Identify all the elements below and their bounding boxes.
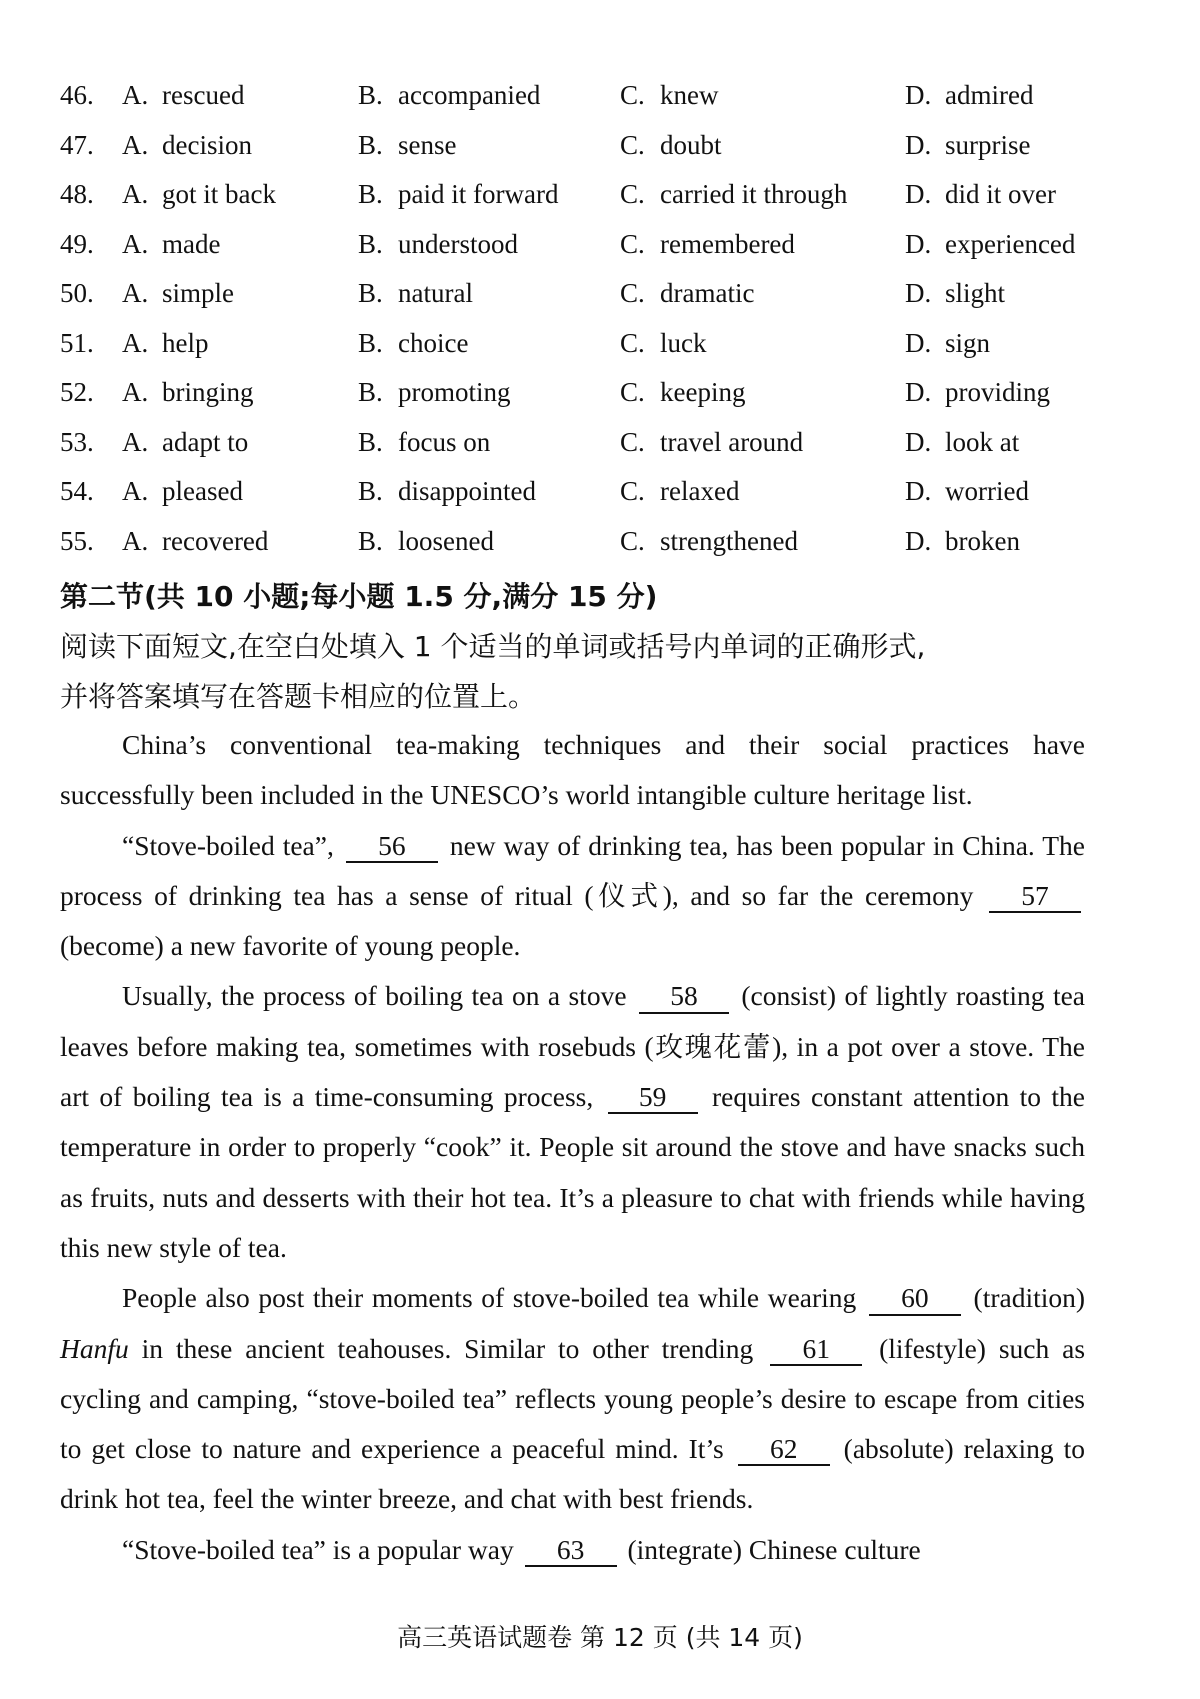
question-row xyxy=(0,273,1200,313)
question-number: 50. xyxy=(60,278,94,308)
paragraph-3-text-a: Usually, the process of boiling tea on a stove xyxy=(122,980,627,1012)
option-letter: D. xyxy=(905,179,932,209)
option-text: remembered xyxy=(660,228,795,259)
question-row xyxy=(0,372,1200,412)
option-letter: B. xyxy=(358,377,383,407)
option-a[interactable] xyxy=(122,125,252,165)
option-text: paid it forward xyxy=(398,179,559,209)
option-text: pleased xyxy=(162,476,243,506)
option-c[interactable] xyxy=(620,422,803,462)
option-letter: D. xyxy=(905,525,932,556)
option-b[interactable] xyxy=(358,75,540,115)
question-row xyxy=(0,75,1200,115)
paragraph-4-text-a: People also post their moments of stove-boiled tea while wearing xyxy=(122,1282,857,1314)
option-letter: A. xyxy=(122,129,149,160)
option-text: decision xyxy=(162,129,252,160)
option-d[interactable] xyxy=(905,422,1019,462)
option-b[interactable] xyxy=(358,471,536,511)
question-row xyxy=(0,471,1200,511)
paragraph-4-text-b: (tradition) xyxy=(973,1282,1086,1314)
question-row xyxy=(0,422,1200,462)
option-a[interactable] xyxy=(122,471,243,511)
option-letter: A. xyxy=(122,476,149,506)
option-text: slight xyxy=(945,278,1006,308)
option-text: providing xyxy=(945,377,1050,407)
option-letter: C. xyxy=(620,179,645,209)
paragraph-5 xyxy=(60,1525,1085,1575)
option-letter: B. xyxy=(358,129,383,160)
option-letter: D. xyxy=(905,278,932,308)
option-letter: B. xyxy=(358,426,383,457)
option-letter: D. xyxy=(905,80,932,110)
option-letter: C. xyxy=(620,80,645,110)
paragraph-2-text-c: (become) a new favorite of young people. xyxy=(60,930,521,962)
option-d[interactable] xyxy=(905,471,1029,511)
blank-61[interactable]: 61 xyxy=(770,1334,862,1366)
option-b[interactable] xyxy=(358,521,494,561)
option-a[interactable] xyxy=(122,75,244,115)
question-number: 52. xyxy=(60,377,94,407)
option-text: adapt to xyxy=(162,426,249,457)
option-text: help xyxy=(162,327,209,358)
option-d[interactable] xyxy=(905,521,1020,561)
question-number: 53. xyxy=(60,426,94,457)
option-text: keeping xyxy=(660,377,746,407)
instruction-line-1: 阅读下面短文,在空白处填入 1 个适当的单词或括号内单词的正确形式, xyxy=(60,630,926,663)
option-c[interactable] xyxy=(620,471,739,511)
option-letter: D. xyxy=(905,426,932,457)
paragraph-3 xyxy=(60,971,1085,1273)
option-b[interactable] xyxy=(358,125,456,165)
option-d[interactable] xyxy=(905,75,1033,115)
blank-58[interactable]: 58 xyxy=(639,981,729,1013)
paragraph-3-text-b: (consist) of lightly roasting tea leaves before making tea, sometimes with rosebuds (玫瑰花蕾), in a pot over a stove. The art of boiling tea is a time-consuming process, xyxy=(60,980,1086,1113)
blank-63[interactable]: 63 xyxy=(525,1535,617,1567)
page-footer: 高三英语试题卷 第 12 页 (共 14 页) xyxy=(397,1623,803,1652)
option-text: luck xyxy=(660,327,707,358)
question-row xyxy=(0,521,1200,561)
paragraph-4 xyxy=(60,1273,1085,1524)
question-number: 54. xyxy=(60,476,94,506)
option-text: experienced xyxy=(945,228,1076,259)
option-text: look at xyxy=(945,426,1020,457)
option-text: simple xyxy=(162,278,234,308)
option-letter: A. xyxy=(122,278,149,308)
option-letter: A. xyxy=(122,228,149,259)
paragraph-3-text-c: requires constant attention to the temperature in order to properly “cook” it. People sit around the stove and have snacks such as fruits, nuts and desserts with their hot tea. It’s a pleasure to chat with friends while having this new style of tea. xyxy=(60,1081,1085,1263)
option-letter: C. xyxy=(620,426,645,457)
option-text: surprise xyxy=(945,129,1031,160)
paragraph-4-text-d: (lifestyle) such as cycling and camping, “stove-boiled tea” reflects young people’s desire to escape from cities to get close to nature and experience a peaceful mind. It’s xyxy=(60,1332,1086,1465)
option-letter: A. xyxy=(122,525,149,556)
option-letter: C. xyxy=(620,476,645,506)
option-text: admired xyxy=(945,80,1034,110)
option-letter: A. xyxy=(122,426,149,457)
option-b[interactable] xyxy=(358,273,473,313)
option-a[interactable] xyxy=(122,273,234,313)
question-row xyxy=(0,174,1200,214)
option-d[interactable] xyxy=(905,224,1075,264)
option-text: loosened xyxy=(398,525,494,556)
option-d[interactable] xyxy=(905,125,1030,165)
blank-56[interactable]: 56 xyxy=(346,831,438,863)
option-b[interactable] xyxy=(358,323,468,363)
option-text: strengthened xyxy=(660,525,798,556)
option-a[interactable] xyxy=(122,372,254,412)
passage xyxy=(60,720,1085,1575)
option-c[interactable] xyxy=(620,323,707,363)
option-a[interactable] xyxy=(122,422,248,462)
option-letter: A. xyxy=(122,80,149,110)
option-text: travel around xyxy=(660,426,804,457)
option-letter: D. xyxy=(905,129,932,160)
paragraph-5-text-a: “Stove-boiled tea” is a popular way xyxy=(122,1533,514,1565)
question-number: 49. xyxy=(60,228,94,259)
option-letter: A. xyxy=(122,327,149,358)
option-b[interactable] xyxy=(358,174,558,214)
option-text: natural xyxy=(398,278,473,308)
option-letter: C. xyxy=(620,525,645,556)
option-text: got it back xyxy=(162,179,276,209)
option-text: did it over xyxy=(945,179,1056,209)
option-c[interactable] xyxy=(620,372,745,412)
question-row xyxy=(0,323,1200,363)
option-letter: B. xyxy=(358,278,383,308)
option-c[interactable] xyxy=(620,521,798,561)
question-number: 55. xyxy=(60,525,94,556)
option-c[interactable] xyxy=(620,125,722,165)
option-text: carried it through xyxy=(660,179,848,209)
option-letter: D. xyxy=(905,327,932,358)
option-letter: C. xyxy=(620,278,645,308)
option-text: dramatic xyxy=(660,278,755,308)
option-b[interactable] xyxy=(358,372,511,412)
option-text: choice xyxy=(398,327,469,358)
question-number: 46. xyxy=(60,80,94,110)
option-text: broken xyxy=(945,525,1020,556)
option-text: focus on xyxy=(398,426,491,457)
option-d[interactable] xyxy=(905,372,1050,412)
option-a[interactable] xyxy=(122,521,268,561)
option-letter: B. xyxy=(358,228,383,259)
option-text: promoting xyxy=(398,377,511,407)
option-c[interactable] xyxy=(620,224,795,264)
paragraph-2-text-b: new way of drinking tea, has been popular in China. The process of drinking tea has a sense of ritual (仪式), and so far the ceremony xyxy=(60,829,1086,911)
hanfu-word: Hanfu xyxy=(60,1332,129,1364)
option-text: recovered xyxy=(162,525,269,556)
question-number: 51. xyxy=(60,327,94,358)
option-d[interactable] xyxy=(905,323,990,363)
blank-62[interactable]: 62 xyxy=(738,1434,830,1466)
option-text: sign xyxy=(945,327,991,358)
blank-60[interactable]: 60 xyxy=(869,1283,961,1315)
option-text: bringing xyxy=(162,377,254,407)
option-letter: B. xyxy=(358,179,383,209)
option-c[interactable] xyxy=(620,75,718,115)
option-text: rescued xyxy=(162,80,245,110)
option-a[interactable] xyxy=(122,174,276,214)
option-b[interactable] xyxy=(358,422,490,462)
option-c[interactable] xyxy=(620,174,847,214)
question-number: 47. xyxy=(60,129,94,160)
option-text: accompanied xyxy=(398,80,541,110)
option-letter: D. xyxy=(905,476,932,506)
instruction-line-2: 并将答案填写在答题卡相应的位置上。 xyxy=(60,680,537,713)
option-letter: D. xyxy=(905,228,932,259)
option-text: doubt xyxy=(660,129,722,160)
option-letter: C. xyxy=(620,327,645,358)
paragraph-2 xyxy=(60,821,1085,972)
section-title: 第二节(共 10 小题;每小题 1.5 分,满分 15 分) xyxy=(60,580,658,613)
paragraph-4-text-c: in these ancient teahouses. Similar to other trending xyxy=(141,1332,754,1364)
question-row xyxy=(0,125,1200,165)
blank-57[interactable]: 57 xyxy=(989,881,1081,913)
paragraph-4-text-e: (absolute) relaxing to drink hot tea, feel the winter breeze, and chat with best friends. xyxy=(60,1433,1086,1515)
option-letter: B. xyxy=(358,476,383,506)
option-letter: D. xyxy=(905,377,932,407)
option-a[interactable] xyxy=(122,323,209,363)
question-number: 48. xyxy=(60,179,94,209)
paragraph-5-text-b: (integrate) Chinese culture xyxy=(627,1533,921,1565)
option-d[interactable] xyxy=(905,174,1056,214)
option-text: knew xyxy=(660,80,719,110)
option-letter: B. xyxy=(358,525,383,556)
paragraph-1 xyxy=(60,720,1085,821)
blank-59[interactable]: 59 xyxy=(608,1082,698,1114)
question-row xyxy=(0,224,1200,264)
option-letter: A. xyxy=(122,377,149,407)
option-letter: C. xyxy=(620,129,645,160)
option-text: worried xyxy=(945,476,1029,506)
option-letter: C. xyxy=(620,228,645,259)
option-d[interactable] xyxy=(905,273,1005,313)
paragraph-2-text-a: “Stove-boiled tea”, xyxy=(122,829,334,861)
option-letter: B. xyxy=(358,80,383,110)
option-text: relaxed xyxy=(660,476,740,506)
option-text: sense xyxy=(398,129,457,160)
option-c[interactable] xyxy=(620,273,754,313)
option-text: disappointed xyxy=(398,476,536,506)
option-a[interactable] xyxy=(122,224,220,264)
option-letter: B. xyxy=(358,327,383,358)
option-letter: C. xyxy=(620,377,645,407)
option-text: made xyxy=(162,228,221,259)
paragraph-1-text: China’s conventional tea-making techniques and their social practices have successfully been included in the UNESCO’s world intangible culture heritage list. xyxy=(60,729,1085,811)
option-b[interactable] xyxy=(358,224,518,264)
option-letter: A. xyxy=(122,179,149,209)
option-text: understood xyxy=(398,228,518,259)
